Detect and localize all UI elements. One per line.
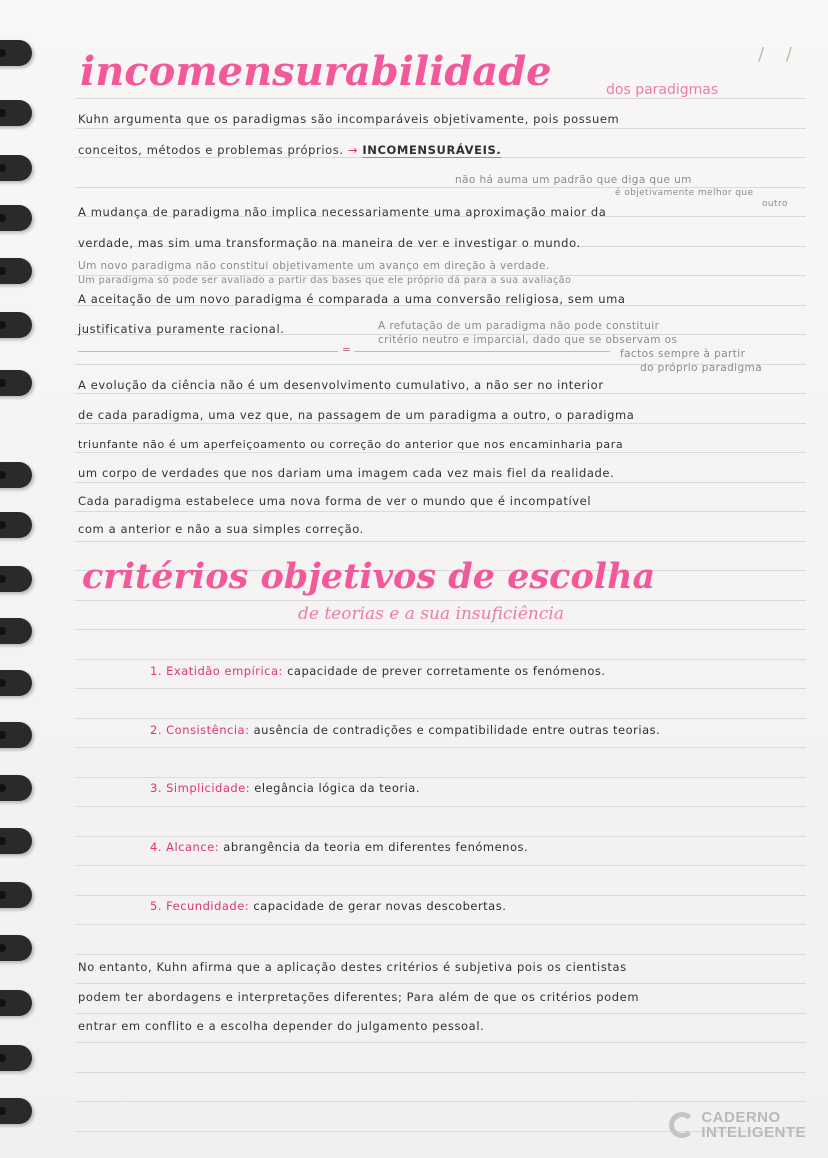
text-line: justificativa puramente racional. bbox=[78, 322, 285, 336]
text-line: verdade, mas sim uma transformação na maneira de ver e investigar o mundo. bbox=[78, 236, 581, 250]
ruled-line bbox=[75, 629, 806, 630]
arrow-glyph: → bbox=[347, 143, 359, 157]
caderno-logo-icon bbox=[669, 1112, 695, 1138]
section-subtitle: de teorias e a sua insuficiência bbox=[298, 604, 564, 624]
binder-hole bbox=[0, 370, 32, 396]
binder-hole bbox=[0, 566, 32, 592]
paragraph-line: um corpo de verdades que nos dariam uma imagem cada vez mais fiel da realidade. bbox=[78, 466, 615, 480]
binder-hole bbox=[0, 1045, 32, 1071]
binder-hole bbox=[0, 828, 32, 854]
closing-line: podem ter abordagens e interpretações diferentes; Para além de que os critérios podem bbox=[78, 990, 640, 1004]
criterion-item bbox=[150, 840, 528, 854]
criterion-label: 5. Fecundidade: bbox=[150, 899, 250, 913]
criterion-item bbox=[150, 723, 660, 737]
binder-hole bbox=[0, 100, 32, 126]
ruled-line bbox=[75, 482, 806, 483]
criterion-text: abrangência da teoria em diferentes fenómenos. bbox=[219, 840, 529, 854]
key-term: INCOMENSURÁVEIS. bbox=[362, 143, 502, 157]
ruled-line bbox=[75, 1101, 806, 1102]
ruled-line bbox=[75, 688, 806, 689]
side-note: factos sempre à partir bbox=[620, 348, 746, 360]
section-title-incommensurability: incomensurabilidade bbox=[80, 48, 552, 95]
closing-line: No entanto, Kuhn afirma que a aplicação destes critérios é subjetiva pois os cientistas bbox=[78, 960, 627, 974]
paragraph-line: triunfante não é um aperfeiçoamento ou correção do anterior que nos encaminharia para bbox=[78, 438, 624, 451]
criterion-label: 1. Exatidão empírica: bbox=[150, 664, 283, 678]
ruled-line bbox=[75, 1042, 806, 1043]
ruled-line bbox=[75, 600, 806, 601]
ruled-line bbox=[75, 98, 806, 99]
text-line: A mudança de paradigma não implica necessariamente uma aproximação maior da bbox=[78, 205, 607, 219]
binder-holes bbox=[0, 0, 40, 1158]
brand-logo bbox=[669, 1110, 806, 1140]
ruled-line bbox=[75, 423, 806, 424]
criterion-label: 3. Simplicidade: bbox=[150, 781, 251, 795]
side-note: outro bbox=[762, 199, 788, 209]
binder-hole bbox=[0, 935, 32, 961]
ruled-line bbox=[75, 747, 806, 748]
ruled-line bbox=[75, 452, 806, 453]
paragraph-line: de cada paradigma, uma vez que, na passagem de um paradigma a outro, o paradigma bbox=[78, 408, 635, 422]
ruled-line bbox=[75, 157, 806, 158]
side-note: Um paradigma só pode ser avaliado a partir das bases que ele próprio dá para a sua avaliação bbox=[78, 275, 572, 286]
binder-hole bbox=[0, 618, 32, 644]
side-note: do próprio paradigma bbox=[640, 362, 763, 374]
ruled-line bbox=[75, 806, 806, 807]
binder-hole bbox=[0, 40, 32, 66]
ruled-line bbox=[75, 924, 806, 925]
brand-line1: CADERNO bbox=[701, 1109, 781, 1126]
section-subtitle: dos paradigmas bbox=[606, 82, 719, 98]
ruled-line bbox=[75, 895, 806, 896]
ruled-line bbox=[75, 954, 806, 955]
ruled-line bbox=[75, 511, 806, 512]
binder-hole bbox=[0, 512, 32, 538]
text-line: Kuhn argumenta que os paradigmas são incomparáveis objetivamente, pois possuem bbox=[78, 112, 620, 126]
ruled-line bbox=[75, 659, 806, 660]
pink-rule bbox=[78, 351, 338, 352]
side-note: A refutação de um paradigma não pode constituir bbox=[378, 320, 660, 332]
date-field: / / bbox=[758, 44, 800, 65]
binder-hole bbox=[0, 670, 32, 696]
binder-hole bbox=[0, 462, 32, 488]
binder-hole bbox=[0, 1098, 32, 1124]
ruled-line bbox=[75, 718, 806, 719]
ruled-line bbox=[75, 128, 806, 129]
criterion-item bbox=[150, 664, 606, 678]
side-note: é objetivamente melhor que bbox=[615, 188, 754, 198]
binder-hole bbox=[0, 258, 32, 284]
ruled-line bbox=[75, 983, 806, 984]
binder-hole bbox=[0, 722, 32, 748]
binder-hole bbox=[0, 155, 32, 181]
side-note: critério neutro e imparcial, dado que se observam os bbox=[378, 334, 678, 346]
paragraph-line: com a anterior e não a sua simples correção. bbox=[78, 522, 364, 536]
ruled-line bbox=[75, 1013, 806, 1014]
criterion-item bbox=[150, 899, 506, 913]
ruled-line bbox=[75, 836, 806, 837]
criterion-item bbox=[150, 781, 420, 795]
ruled-line bbox=[75, 865, 806, 866]
brand-line2: INTELIGENTE bbox=[701, 1124, 806, 1141]
side-note: Um novo paradigma não constitui objetivamente um avanço em direção à verdade. bbox=[78, 260, 550, 272]
binder-hole bbox=[0, 205, 32, 231]
section-title-criteria: critérios objetivos de escolha bbox=[82, 556, 656, 597]
criterion-text: elegância lógica da teoria. bbox=[250, 781, 420, 795]
equals-sign: = bbox=[342, 344, 352, 356]
binder-hole bbox=[0, 882, 32, 908]
criterion-label: 2. Consistência: bbox=[150, 723, 250, 737]
criterion-text: capacidade de gerar novas descobertas. bbox=[249, 899, 507, 913]
criterion-label: 4. Alcance: bbox=[150, 840, 220, 854]
criterion-text: capacidade de prever corretamente os fenómenos. bbox=[282, 664, 606, 678]
paragraph-line: A evolução da ciência não é um desenvolvimento cumulativo, a não ser no interior bbox=[78, 378, 604, 392]
binder-hole bbox=[0, 775, 32, 801]
text-line: A aceitação de um novo paradigma é comparada a uma conversão religiosa, sem uma bbox=[78, 292, 626, 306]
ruled-line bbox=[75, 541, 806, 542]
text-line bbox=[78, 143, 501, 157]
ruled-line bbox=[75, 777, 806, 778]
ruled-line bbox=[75, 1072, 806, 1073]
pink-rule bbox=[354, 351, 610, 352]
criterion-text: ausência de contradições e compatibilidade entre outras teorias. bbox=[249, 723, 661, 737]
binder-hole bbox=[0, 312, 32, 338]
brand-name bbox=[701, 1110, 806, 1140]
ruled-line bbox=[75, 393, 806, 394]
binder-hole bbox=[0, 990, 32, 1016]
text-segment: conceitos, métodos e problemas próprios. bbox=[78, 143, 344, 157]
closing-line: entrar em conflito e a escolha depender do julgamento pessoal. bbox=[78, 1019, 485, 1033]
side-note: não há auma um padrão que diga que um bbox=[455, 174, 692, 186]
paragraph-line: Cada paradigma estabelece uma nova forma de ver o mundo que é incompatível bbox=[78, 494, 592, 508]
